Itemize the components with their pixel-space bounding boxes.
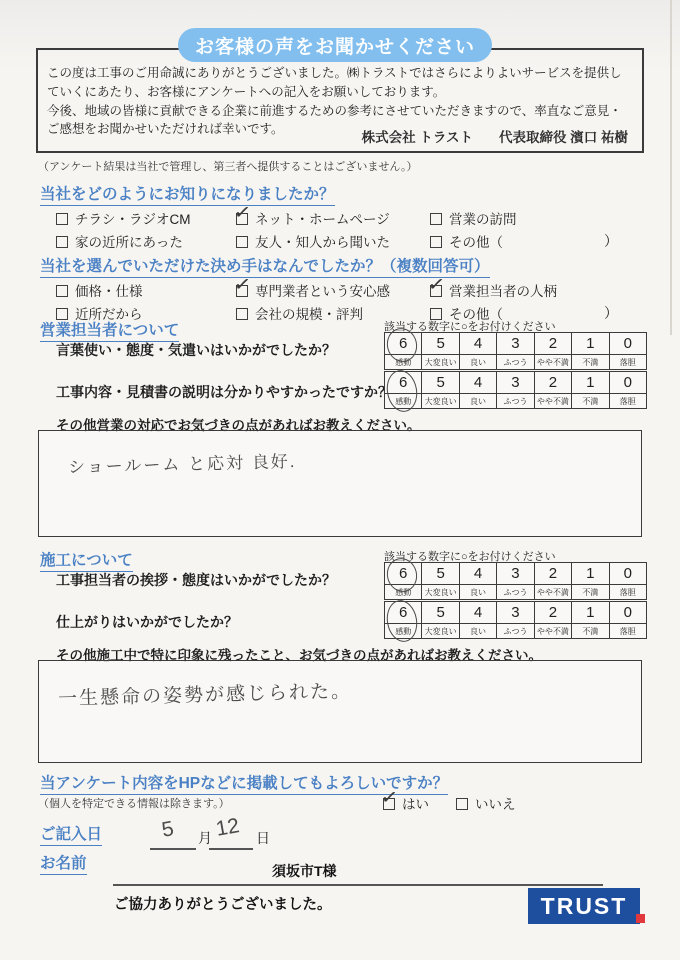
rating-label: 良い [460, 393, 497, 408]
rating-label: ふつう [497, 584, 534, 599]
handwritten-day: 12 [214, 814, 242, 841]
rating-value: 4 [460, 372, 497, 393]
option-label: チラシ・ラジオCM [75, 212, 191, 227]
name-underline [113, 884, 603, 886]
rating-value: 0 [623, 374, 632, 391]
option-salesperson-character [426, 272, 557, 300]
customer-name: 須坂市T様 [272, 863, 337, 879]
rating-label: 感動 [385, 623, 422, 638]
rating-table-construction-q1 [384, 562, 647, 600]
rating-value: 4 [460, 602, 497, 623]
sales-free-prompt: その他営業の対応でお気づきの点があればお教えください。 [56, 418, 421, 433]
day-unit: 日 [256, 830, 270, 846]
option-flyer-radio [56, 208, 191, 228]
rating-value: 3 [497, 333, 534, 354]
intro-box [36, 48, 644, 153]
option-label: いいえ [475, 797, 516, 812]
option-company-reputation [236, 303, 363, 323]
intro-paragraph-2: 今後、地域の皆様に貢献できる企業に前進するための参考にさせていただきますので、率直なご意見・ご感想をお聞かせいただければ幸いです。 [47, 103, 622, 137]
trust-logo-text: TRUST [540, 892, 628, 919]
rating-label: 感動 [385, 354, 422, 369]
month-underline [150, 848, 196, 850]
rating-table-sales-q2 [384, 371, 647, 409]
rating-label: ふつう [497, 623, 534, 638]
rating-value: 2 [535, 563, 572, 584]
month-unit: 月 [198, 830, 212, 846]
rating-label: 落胆 [610, 584, 646, 599]
handwritten-month: 5 [160, 817, 176, 842]
checkbox-icon [456, 798, 468, 810]
option-label: 営業の訪問 [449, 212, 517, 227]
rating-value: 1 [572, 563, 609, 584]
rating-value: 0 [623, 604, 632, 621]
rating-value: 5 [422, 333, 459, 354]
option-label: その他（ [449, 307, 503, 322]
rating-value: 2 [535, 602, 572, 623]
rating-label: やや不満 [535, 623, 572, 638]
rating-label: 大変良い [422, 393, 459, 408]
construction-question-1: 工事担当者の挨拶・態度はいかがでしたか？ [56, 572, 336, 588]
check-mark-icon: ✓ [232, 200, 253, 226]
option-label: 価格・仕様 [75, 284, 143, 299]
rating-value: 5 [422, 563, 459, 584]
option-price-spec [56, 280, 143, 300]
option-label: ネット・ホームページ [255, 212, 390, 227]
rating-label: 大変良い [422, 354, 459, 369]
rating-table-construction-q2 [384, 601, 647, 639]
rating-label: やや不満 [535, 393, 572, 408]
option-sales-visit [430, 208, 517, 228]
rating-value: 0 [623, 335, 632, 352]
option-publish-no [456, 793, 516, 813]
company-name: 株式会社 トラスト [361, 130, 473, 145]
rating-value: 6 [385, 563, 422, 584]
construction-question-2: 仕上がりはいかがでしたか？ [56, 614, 238, 630]
construction-handwritten-answer: 一生懸命の姿勢が感じられた。 [57, 681, 353, 710]
rating-label: やや不満 [535, 584, 572, 599]
checkbox-icon [430, 213, 442, 225]
representative-name: 代表取締役 濱口 祐樹 [498, 130, 628, 145]
option-label: 友人・知人から聞いた [255, 235, 390, 250]
rating-value: 5 [422, 372, 459, 393]
checkbox-icon [236, 236, 248, 248]
rating-label: ふつう [497, 393, 534, 408]
rating-value: 3 [497, 602, 534, 623]
check-mark-icon: ✓ [232, 272, 253, 298]
rating-label: 落胆 [610, 393, 646, 408]
checkbox-icon [236, 308, 248, 320]
scan-edge-artifact [670, 0, 672, 335]
rating-label: 不満 [572, 354, 609, 369]
rating-value: 5 [422, 602, 459, 623]
name-label: お名前 [40, 851, 87, 875]
rating-label: 感動 [385, 584, 422, 599]
sales-handwritten-answer: ショールーム と応対 良好. [67, 452, 297, 477]
option-label: はい [402, 797, 429, 812]
rating-value: 2 [535, 333, 572, 354]
rating-value: 4 [460, 563, 497, 584]
option-publish-yes [379, 785, 429, 813]
rating-label: 落胆 [610, 623, 646, 638]
option-label: 会社の規模・評判 [255, 307, 363, 322]
option-label: 近所だから [75, 307, 143, 322]
publish-heading: 当アンケート内容をHPなどに掲載してもよろしいですか？ [40, 771, 448, 795]
rating-value: 1 [572, 333, 609, 354]
rating-value: 6 [385, 372, 422, 393]
rating-value: 0 [623, 565, 632, 582]
day-underline [209, 848, 253, 850]
rating-label: 良い [460, 584, 497, 599]
rating-value: 1 [572, 602, 609, 623]
rating-table-sales-q1 [384, 332, 647, 370]
sales-section-heading: 営業担当者について [40, 318, 179, 342]
rating-value: 6 [385, 602, 422, 623]
checkbox-icon [56, 236, 68, 248]
option-other-q1-close-paren: ） [604, 233, 618, 249]
privacy-note: （アンケート結果は当社で管理し、第三者へ提供することはございません。） [38, 161, 418, 173]
rating-value: 1 [572, 372, 609, 393]
option-specialist-trust [232, 272, 390, 300]
checkbox-icon [56, 285, 68, 297]
trust-logo [528, 888, 640, 924]
option-label: 専門業者という安心感 [255, 284, 390, 299]
rating-label: ふつう [497, 354, 534, 369]
entry-date-label: ご記入日 [40, 822, 102, 846]
option-label: 家の近所にあった [75, 235, 183, 250]
rating-label: 良い [460, 623, 497, 638]
rating-instruction-sales: 該当する数字に○をお付けください [384, 321, 556, 333]
rating-instruction-construction: 該当する数字に○をお付けください [384, 551, 556, 563]
option-friend [236, 231, 390, 251]
rating-value: 2 [535, 372, 572, 393]
publish-note: （個人を特定できる情報は除きます。） [38, 798, 230, 810]
survey-title-banner [178, 28, 492, 62]
rating-label: 落胆 [610, 354, 646, 369]
signature-line [362, 126, 628, 146]
sales-answer-box [38, 430, 642, 537]
construction-free-prompt: その他施工中で特に印象に残ったこと、お気づきの点があればお教えください。 [56, 648, 542, 663]
survey-title: お客様の声をお聞かせください [194, 36, 475, 58]
sales-question-1: 言葉使い・態度・気遣いはいかがでしたか？ [56, 342, 336, 358]
option-label: 営業担当者の人柄 [449, 284, 557, 299]
checkbox-icon [430, 236, 442, 248]
rating-value: 3 [497, 563, 534, 584]
rating-label: 不満 [572, 584, 609, 599]
rating-label: 不満 [572, 623, 609, 638]
closing-message: ご協力ありがとうございました。 [114, 897, 332, 913]
option-near-home [56, 231, 183, 251]
checkbox-icon [56, 213, 68, 225]
rating-label: 不満 [572, 393, 609, 408]
construction-section-heading: 施工について [40, 548, 133, 572]
sales-question-2: 工事内容・見積書の説明は分かりやすかったですか？ [56, 384, 392, 400]
check-mark-icon: ✓ [426, 272, 447, 298]
rating-value: 4 [460, 333, 497, 354]
q2-heading: 当社を選んでいただけた決め手はなんでしたか？（複数回答可） [40, 254, 490, 278]
rating-label: やや不満 [535, 354, 572, 369]
option-label: その他（ [449, 235, 503, 250]
rating-label: 大変良い [422, 623, 459, 638]
q1-heading: 当社をどのようにお知りになりましたか？ [40, 182, 335, 206]
intro-paragraph-1: この度は工事のご用命誠にありがとうございました。㈱トラストではさらによりよいサービスを提供していくにあたり、お客様にアンケートへの記入をお願いしております。 [47, 66, 622, 99]
check-mark-icon: ✓ [379, 785, 400, 811]
rating-label: 感動 [385, 393, 422, 408]
rating-value: 6 [385, 333, 422, 354]
rating-label: 良い [460, 354, 497, 369]
option-other-q1 [430, 231, 503, 251]
option-other-q2-close-paren: ） [604, 305, 618, 321]
option-net-homepage [232, 200, 390, 228]
rating-value: 3 [497, 372, 534, 393]
rating-label: 大変良い [422, 584, 459, 599]
trust-logo-red-dot [636, 914, 645, 923]
